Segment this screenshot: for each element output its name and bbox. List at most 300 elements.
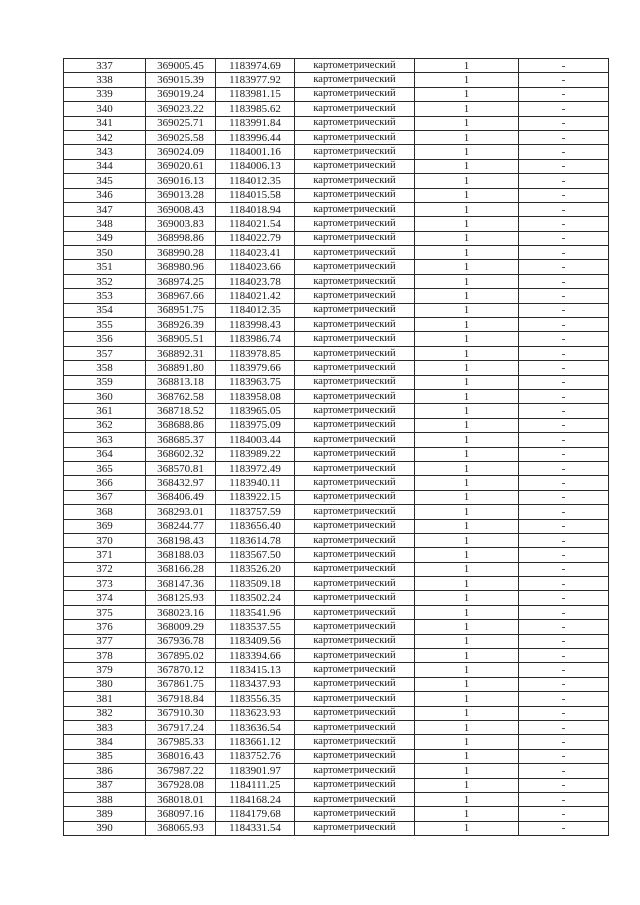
description-cell: -: [519, 735, 609, 749]
y-coordinate-cell: 1183996.44: [216, 130, 295, 144]
table-row: [64, 490, 609, 504]
point-number-cell: 374: [64, 591, 146, 605]
table-row: [64, 461, 609, 475]
y-coordinate-cell: 1183415.13: [216, 663, 295, 677]
x-coordinate-cell: 368762.58: [146, 389, 216, 403]
description-cell: -: [519, 361, 609, 375]
description-cell: -: [519, 533, 609, 547]
accuracy-cell: 1: [415, 634, 519, 648]
y-coordinate-cell: 1183394.66: [216, 649, 295, 663]
accuracy-cell: 1: [415, 418, 519, 432]
y-coordinate-cell: 1183656.40: [216, 519, 295, 533]
method-cell: картометрический: [295, 289, 415, 303]
method-cell: картометрический: [295, 346, 415, 360]
y-coordinate-cell: 1184023.78: [216, 274, 295, 288]
table-row: [64, 159, 609, 173]
y-coordinate-cell: 1183509.18: [216, 577, 295, 591]
x-coordinate-cell: 367985.33: [146, 735, 216, 749]
x-coordinate-cell: 367895.02: [146, 649, 216, 663]
table-row: [64, 260, 609, 274]
accuracy-cell: 1: [415, 289, 519, 303]
point-number-cell: 389: [64, 807, 146, 821]
table-row: [64, 476, 609, 490]
y-coordinate-cell: 1184021.42: [216, 289, 295, 303]
description-cell: -: [519, 577, 609, 591]
table-row: [64, 188, 609, 202]
point-number-cell: 350: [64, 246, 146, 260]
x-coordinate-cell: 368718.52: [146, 404, 216, 418]
method-cell: картометрический: [295, 87, 415, 101]
point-number-cell: 380: [64, 677, 146, 691]
point-number-cell: 369: [64, 519, 146, 533]
table-row: [64, 418, 609, 432]
accuracy-cell: 1: [415, 174, 519, 188]
y-coordinate-cell: 1183541.96: [216, 605, 295, 619]
table-row: [64, 792, 609, 806]
x-coordinate-cell: 369023.22: [146, 102, 216, 116]
method-cell: картометрический: [295, 706, 415, 720]
accuracy-cell: 1: [415, 375, 519, 389]
accuracy-cell: 1: [415, 461, 519, 475]
table-row: [64, 361, 609, 375]
point-number-cell: 354: [64, 303, 146, 317]
table-row: [64, 577, 609, 591]
x-coordinate-cell: 368980.96: [146, 260, 216, 274]
point-number-cell: 352: [64, 274, 146, 288]
table-row: [64, 145, 609, 159]
table-row: [64, 692, 609, 706]
method-cell: картометрический: [295, 102, 415, 116]
accuracy-cell: 1: [415, 145, 519, 159]
accuracy-cell: 1: [415, 505, 519, 519]
table-row: [64, 404, 609, 418]
y-coordinate-cell: 1184012.35: [216, 174, 295, 188]
y-coordinate-cell: 1184006.13: [216, 159, 295, 173]
accuracy-cell: 1: [415, 102, 519, 116]
accuracy-cell: 1: [415, 404, 519, 418]
x-coordinate-cell: 367870.12: [146, 663, 216, 677]
description-cell: -: [519, 605, 609, 619]
method-cell: картометрический: [295, 749, 415, 763]
x-coordinate-cell: 368891.80: [146, 361, 216, 375]
table-row: [64, 174, 609, 188]
description-cell: -: [519, 260, 609, 274]
method-cell: картометрический: [295, 620, 415, 634]
x-coordinate-cell: 368147.36: [146, 577, 216, 591]
y-coordinate-cell: 1184015.58: [216, 188, 295, 202]
method-cell: картометрический: [295, 375, 415, 389]
table-row: [64, 375, 609, 389]
description-cell: -: [519, 404, 609, 418]
accuracy-cell: 1: [415, 332, 519, 346]
table-row: [64, 231, 609, 245]
description-cell: -: [519, 591, 609, 605]
point-number-cell: 387: [64, 778, 146, 792]
description-cell: -: [519, 188, 609, 202]
x-coordinate-cell: 367917.24: [146, 720, 216, 734]
description-cell: -: [519, 692, 609, 706]
y-coordinate-cell: 1183986.74: [216, 332, 295, 346]
point-number-cell: 339: [64, 87, 146, 101]
accuracy-cell: 1: [415, 87, 519, 101]
y-coordinate-cell: 1183958.08: [216, 389, 295, 403]
y-coordinate-cell: 1183985.62: [216, 102, 295, 116]
accuracy-cell: 1: [415, 361, 519, 375]
method-cell: картометрический: [295, 533, 415, 547]
table-row: [64, 303, 609, 317]
x-coordinate-cell: 367910.30: [146, 706, 216, 720]
accuracy-cell: 1: [415, 591, 519, 605]
table-row: [64, 749, 609, 763]
method-cell: картометрический: [295, 548, 415, 562]
point-number-cell: 370: [64, 533, 146, 547]
x-coordinate-cell: 367918.84: [146, 692, 216, 706]
x-coordinate-cell: 368905.51: [146, 332, 216, 346]
accuracy-cell: 1: [415, 389, 519, 403]
method-cell: картометрический: [295, 605, 415, 619]
x-coordinate-cell: 368570.81: [146, 461, 216, 475]
y-coordinate-cell: 1183614.78: [216, 533, 295, 547]
method-cell: картометрический: [295, 361, 415, 375]
point-number-cell: 376: [64, 620, 146, 634]
description-cell: -: [519, 778, 609, 792]
method-cell: картометрический: [295, 577, 415, 591]
accuracy-cell: 1: [415, 59, 519, 73]
x-coordinate-cell: 368188.03: [146, 548, 216, 562]
accuracy-cell: 1: [415, 260, 519, 274]
y-coordinate-cell: 1183922.15: [216, 490, 295, 504]
method-cell: картометрический: [295, 231, 415, 245]
description-cell: -: [519, 174, 609, 188]
y-coordinate-cell: 1183963.75: [216, 375, 295, 389]
x-coordinate-cell: 368951.75: [146, 303, 216, 317]
method-cell: картометрический: [295, 735, 415, 749]
x-coordinate-cell: 369015.39: [146, 73, 216, 87]
method-cell: картометрический: [295, 562, 415, 576]
point-number-cell: 343: [64, 145, 146, 159]
point-number-cell: 355: [64, 318, 146, 332]
point-number-cell: 356: [64, 332, 146, 346]
description-cell: -: [519, 490, 609, 504]
x-coordinate-cell: 368926.39: [146, 318, 216, 332]
accuracy-cell: 1: [415, 346, 519, 360]
x-coordinate-cell: 369005.45: [146, 59, 216, 73]
method-cell: картометрический: [295, 145, 415, 159]
point-number-cell: 363: [64, 433, 146, 447]
coordinates-table: [63, 58, 609, 836]
description-cell: -: [519, 447, 609, 461]
method-cell: картометрический: [295, 692, 415, 706]
table-row: [64, 605, 609, 619]
point-number-cell: 357: [64, 346, 146, 360]
table-row: [64, 735, 609, 749]
description-cell: -: [519, 461, 609, 475]
table-row: [64, 318, 609, 332]
method-cell: картометрический: [295, 116, 415, 130]
table-row: [64, 663, 609, 677]
accuracy-cell: 1: [415, 807, 519, 821]
y-coordinate-cell: 1183979.66: [216, 361, 295, 375]
table-row: [64, 807, 609, 821]
point-number-cell: 347: [64, 202, 146, 216]
description-cell: -: [519, 116, 609, 130]
y-coordinate-cell: 1184111.25: [216, 778, 295, 792]
description-cell: -: [519, 231, 609, 245]
coordinates-table-body: [64, 59, 609, 836]
accuracy-cell: 1: [415, 274, 519, 288]
table-row: [64, 332, 609, 346]
accuracy-cell: 1: [415, 577, 519, 591]
point-number-cell: 344: [64, 159, 146, 173]
table-row: [64, 289, 609, 303]
method-cell: картометрический: [295, 389, 415, 403]
point-number-cell: 358: [64, 361, 146, 375]
method-cell: картометрический: [295, 490, 415, 504]
method-cell: картометрический: [295, 159, 415, 173]
method-cell: картометрический: [295, 332, 415, 346]
point-number-cell: 367: [64, 490, 146, 504]
point-number-cell: 382: [64, 706, 146, 720]
y-coordinate-cell: 1184179.68: [216, 807, 295, 821]
x-coordinate-cell: 368125.93: [146, 591, 216, 605]
description-cell: -: [519, 303, 609, 317]
accuracy-cell: 1: [415, 202, 519, 216]
description-cell: -: [519, 649, 609, 663]
y-coordinate-cell: 1183567.50: [216, 548, 295, 562]
point-number-cell: 381: [64, 692, 146, 706]
y-coordinate-cell: 1184021.54: [216, 217, 295, 231]
y-coordinate-cell: 1184168.24: [216, 792, 295, 806]
y-coordinate-cell: 1184023.66: [216, 260, 295, 274]
description-cell: -: [519, 677, 609, 691]
accuracy-cell: 1: [415, 663, 519, 677]
description-cell: -: [519, 159, 609, 173]
y-coordinate-cell: 1183537.55: [216, 620, 295, 634]
y-coordinate-cell: 1183975.09: [216, 418, 295, 432]
method-cell: картометрический: [295, 188, 415, 202]
point-number-cell: 366: [64, 476, 146, 490]
accuracy-cell: 1: [415, 620, 519, 634]
table-row: [64, 778, 609, 792]
table-row: [64, 706, 609, 720]
x-coordinate-cell: 368198.43: [146, 533, 216, 547]
method-cell: картометрический: [295, 202, 415, 216]
description-cell: -: [519, 389, 609, 403]
x-coordinate-cell: 369013.28: [146, 188, 216, 202]
point-number-cell: 360: [64, 389, 146, 403]
method-cell: картометрический: [295, 792, 415, 806]
y-coordinate-cell: 1183981.15: [216, 87, 295, 101]
method-cell: картометрический: [295, 447, 415, 461]
accuracy-cell: 1: [415, 649, 519, 663]
y-coordinate-cell: 1184003.44: [216, 433, 295, 447]
description-cell: -: [519, 807, 609, 821]
point-number-cell: 375: [64, 605, 146, 619]
table-row: [64, 217, 609, 231]
accuracy-cell: 1: [415, 519, 519, 533]
y-coordinate-cell: 1184023.41: [216, 246, 295, 260]
point-number-cell: 390: [64, 821, 146, 835]
description-cell: -: [519, 792, 609, 806]
x-coordinate-cell: 368998.86: [146, 231, 216, 245]
x-coordinate-cell: 368406.49: [146, 490, 216, 504]
point-number-cell: 378: [64, 649, 146, 663]
point-number-cell: 342: [64, 130, 146, 144]
description-cell: -: [519, 217, 609, 231]
table-row: [64, 447, 609, 461]
x-coordinate-cell: 368967.66: [146, 289, 216, 303]
description-cell: -: [519, 346, 609, 360]
y-coordinate-cell: 1183556.35: [216, 692, 295, 706]
table-row: [64, 346, 609, 360]
point-number-cell: 373: [64, 577, 146, 591]
x-coordinate-cell: 369003.83: [146, 217, 216, 231]
y-coordinate-cell: 1184331.54: [216, 821, 295, 835]
table-row: [64, 73, 609, 87]
accuracy-cell: 1: [415, 490, 519, 504]
x-coordinate-cell: 369024.09: [146, 145, 216, 159]
method-cell: картометрический: [295, 476, 415, 490]
table-row: [64, 102, 609, 116]
x-coordinate-cell: 369025.71: [146, 116, 216, 130]
method-cell: картометрический: [295, 519, 415, 533]
x-coordinate-cell: 368166.28: [146, 562, 216, 576]
x-coordinate-cell: 368688.86: [146, 418, 216, 432]
table-row: [64, 130, 609, 144]
accuracy-cell: 1: [415, 821, 519, 835]
accuracy-cell: 1: [415, 720, 519, 734]
point-number-cell: 353: [64, 289, 146, 303]
accuracy-cell: 1: [415, 677, 519, 691]
x-coordinate-cell: 368293.01: [146, 505, 216, 519]
method-cell: картометрический: [295, 591, 415, 605]
accuracy-cell: 1: [415, 548, 519, 562]
point-number-cell: 362: [64, 418, 146, 432]
point-number-cell: 349: [64, 231, 146, 245]
table-row: [64, 433, 609, 447]
description-cell: -: [519, 202, 609, 216]
y-coordinate-cell: 1183757.59: [216, 505, 295, 519]
description-cell: -: [519, 663, 609, 677]
method-cell: картометрический: [295, 677, 415, 691]
accuracy-cell: 1: [415, 159, 519, 173]
description-cell: -: [519, 318, 609, 332]
table-row: [64, 821, 609, 835]
point-number-cell: 338: [64, 73, 146, 87]
method-cell: картометрический: [295, 318, 415, 332]
description-cell: -: [519, 246, 609, 260]
point-number-cell: 377: [64, 634, 146, 648]
point-number-cell: 359: [64, 375, 146, 389]
table-row: [64, 533, 609, 547]
x-coordinate-cell: 368974.25: [146, 274, 216, 288]
accuracy-cell: 1: [415, 749, 519, 763]
point-number-cell: 386: [64, 764, 146, 778]
table-row: [64, 274, 609, 288]
description-cell: -: [519, 59, 609, 73]
y-coordinate-cell: 1183940.11: [216, 476, 295, 490]
y-coordinate-cell: 1183661.12: [216, 735, 295, 749]
table-row: [64, 649, 609, 663]
method-cell: картометрический: [295, 505, 415, 519]
x-coordinate-cell: 368016.43: [146, 749, 216, 763]
accuracy-cell: 1: [415, 246, 519, 260]
description-cell: -: [519, 548, 609, 562]
point-number-cell: 384: [64, 735, 146, 749]
x-coordinate-cell: 369016.13: [146, 174, 216, 188]
y-coordinate-cell: 1183623.93: [216, 706, 295, 720]
method-cell: картометрический: [295, 764, 415, 778]
x-coordinate-cell: 368813.18: [146, 375, 216, 389]
method-cell: картометрический: [295, 59, 415, 73]
point-number-cell: 383: [64, 720, 146, 734]
method-cell: картометрический: [295, 461, 415, 475]
y-coordinate-cell: 1183636.54: [216, 720, 295, 734]
point-number-cell: 340: [64, 102, 146, 116]
accuracy-cell: 1: [415, 792, 519, 806]
table-row: [64, 389, 609, 403]
description-cell: -: [519, 634, 609, 648]
x-coordinate-cell: 369008.43: [146, 202, 216, 216]
y-coordinate-cell: 1183978.85: [216, 346, 295, 360]
point-number-cell: 385: [64, 749, 146, 763]
point-number-cell: 345: [64, 174, 146, 188]
description-cell: -: [519, 476, 609, 490]
y-coordinate-cell: 1183502.24: [216, 591, 295, 605]
method-cell: картометрический: [295, 274, 415, 288]
accuracy-cell: 1: [415, 217, 519, 231]
description-cell: -: [519, 505, 609, 519]
table-row: [64, 562, 609, 576]
description-cell: -: [519, 332, 609, 346]
point-number-cell: 379: [64, 663, 146, 677]
x-coordinate-cell: 367936.78: [146, 634, 216, 648]
description-cell: -: [519, 87, 609, 101]
description-cell: -: [519, 73, 609, 87]
x-coordinate-cell: 368602.32: [146, 447, 216, 461]
accuracy-cell: 1: [415, 433, 519, 447]
accuracy-cell: 1: [415, 562, 519, 576]
description-cell: -: [519, 418, 609, 432]
method-cell: картометрический: [295, 418, 415, 432]
description-cell: -: [519, 274, 609, 288]
x-coordinate-cell: 368065.93: [146, 821, 216, 835]
point-number-cell: 337: [64, 59, 146, 73]
table-row: [64, 59, 609, 73]
accuracy-cell: 1: [415, 318, 519, 332]
accuracy-cell: 1: [415, 130, 519, 144]
accuracy-cell: 1: [415, 73, 519, 87]
y-coordinate-cell: 1183974.69: [216, 59, 295, 73]
point-number-cell: 368: [64, 505, 146, 519]
method-cell: картометрический: [295, 634, 415, 648]
point-number-cell: 365: [64, 461, 146, 475]
description-cell: -: [519, 102, 609, 116]
accuracy-cell: 1: [415, 778, 519, 792]
y-coordinate-cell: 1183998.43: [216, 318, 295, 332]
y-coordinate-cell: 1183752.76: [216, 749, 295, 763]
x-coordinate-cell: 368244.77: [146, 519, 216, 533]
accuracy-cell: 1: [415, 735, 519, 749]
x-coordinate-cell: 368018.01: [146, 792, 216, 806]
method-cell: картометрический: [295, 303, 415, 317]
accuracy-cell: 1: [415, 231, 519, 245]
point-number-cell: 372: [64, 562, 146, 576]
description-cell: -: [519, 130, 609, 144]
method-cell: картометрический: [295, 404, 415, 418]
accuracy-cell: 1: [415, 692, 519, 706]
y-coordinate-cell: 1183977.92: [216, 73, 295, 87]
